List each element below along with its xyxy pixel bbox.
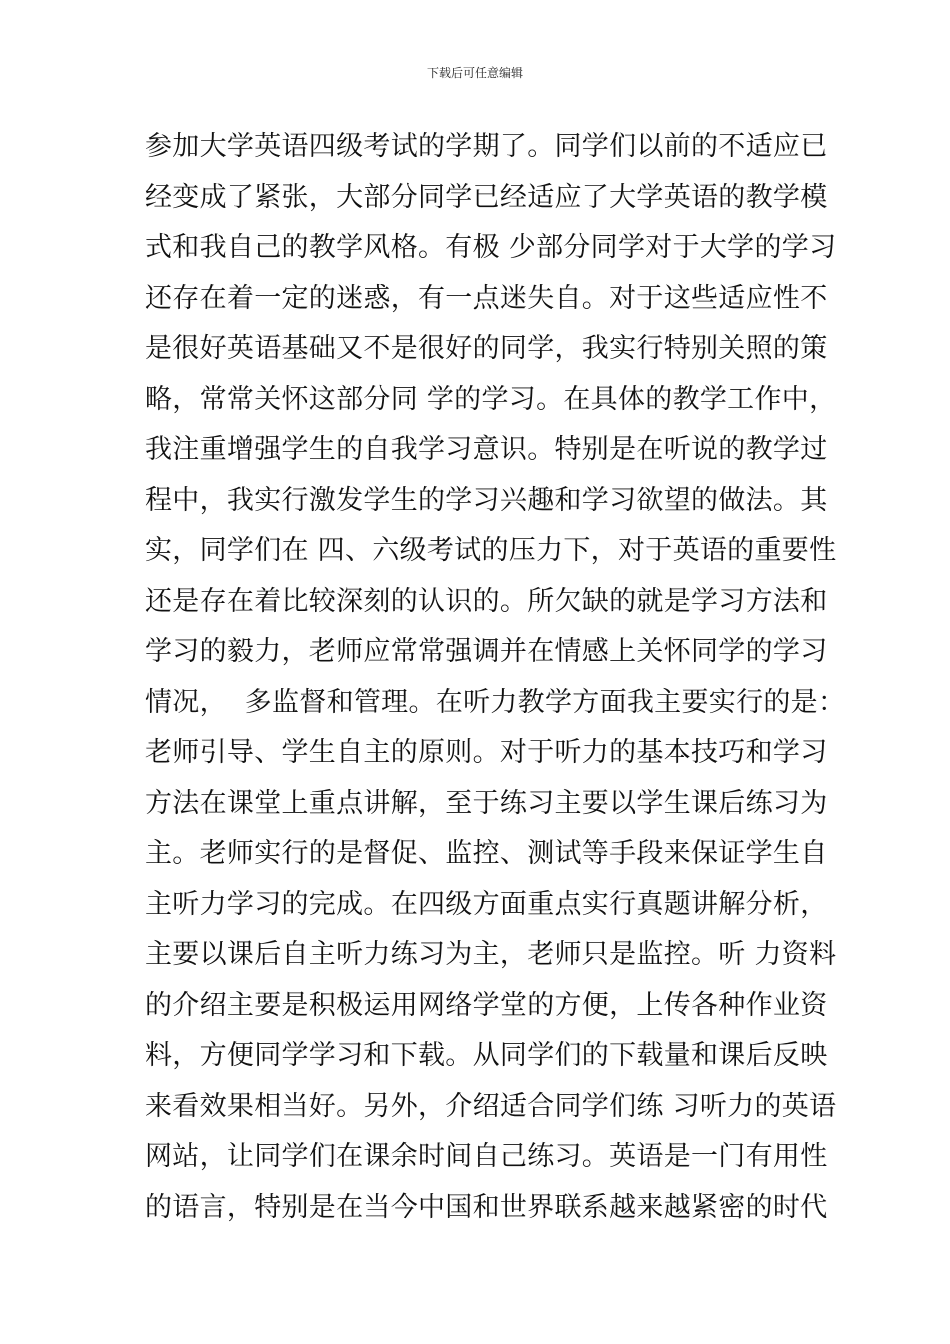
text-line: 老师引导、学生自主的原则。对于听力的基本技巧和学习: [145, 737, 828, 768]
document-body: [145, 122, 846, 1233]
text-line: 情况， 多监督和管理。在听力教学方面我主要实行的是：: [145, 686, 846, 718]
text-line: 我注重增强学生的自我学习意识。特别是在听说的教学过: [145, 434, 828, 465]
text-line: 网站，让同学们在课余时间自己练习。英语是一门有用性: [145, 1141, 828, 1172]
text-line: 主要以课后自主听力练习为主，老师只是监控。听 力资料: [145, 939, 837, 970]
text-line: 学习的毅力，老师应常常强调并在情感上关怀同学的学习: [145, 636, 828, 667]
text-line: 实，同学们在 四、六级考试的压力下，对于英语的重要性: [145, 535, 837, 566]
text-line: 方法在课堂上重点讲解，至于练习主要以学生课后练习为: [145, 787, 828, 819]
text-line: 参加大学英语四级考试的学期了。同学们以前的不适应已: [145, 131, 828, 162]
text-line: 是很好英语基础又不是很好的同学，我实行特别关照的策: [145, 333, 828, 364]
text-line: 来看效果相当好。另外，介绍适合同学们练 习听力的英语: [145, 1090, 837, 1122]
text-line: 料，方便同学学习和下载。从同学们的下载量和课后反映: [145, 1040, 828, 1071]
text-line: 主。老师实行的是督促、监控、测试等手段来保证学生自: [145, 838, 828, 869]
page-header-note: 下载后可任意编辑: [426, 66, 523, 80]
text-line: 经变成了紧张，大部分同学已经适应了大学英语的教学模: [145, 181, 828, 213]
text-line: 式和我自己的教学风格。有极 少部分同学对于大学的学习: [145, 232, 837, 263]
text-line: 的介绍主要是积极运用网络学堂的方便，上传各种作业资: [145, 989, 828, 1021]
text-line: 还存在着一定的迷惑，有一点迷失自。对于这些适应性不: [145, 282, 828, 314]
text-line: 略，常常关怀这部分同 学的学习。在具体的教学工作中，: [145, 383, 837, 415]
text-line: 的语言，特别是在当今中国和世界联系越来越紧密的时代: [145, 1191, 828, 1223]
text-line: 程中，我实行激发学生的学习兴趣和学习欲望的做法。其: [145, 484, 828, 516]
text-line: 主听力学习的完成。在四级方面重点实行真题讲解分析，: [145, 888, 828, 920]
text-line: 还是存在着比较深刻的认识的。所欠缺的就是学习方法和: [145, 585, 828, 617]
